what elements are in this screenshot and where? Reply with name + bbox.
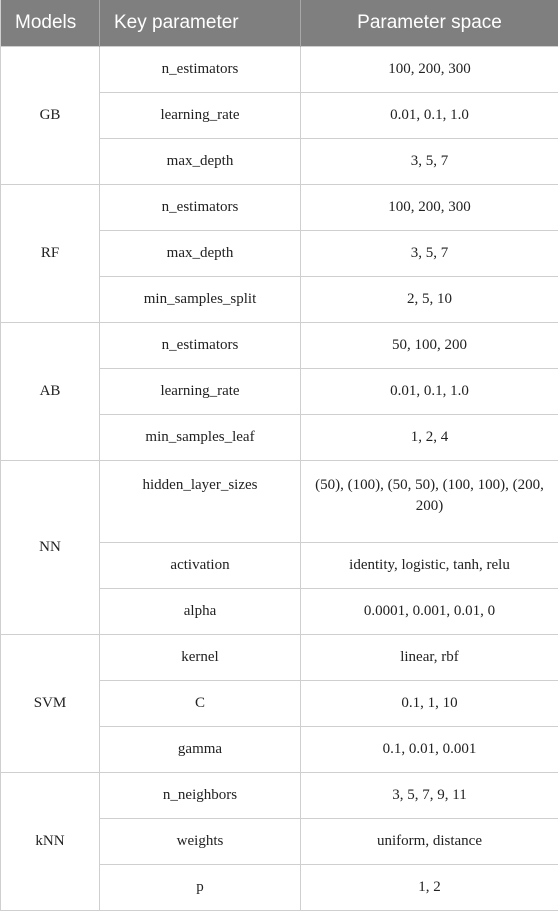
- space-cell: uniform, distance: [301, 819, 558, 865]
- space-cell: 0.01, 0.1, 1.0: [301, 369, 558, 415]
- model-cell: kNN: [1, 773, 100, 911]
- table-body: [1, 47, 558, 911]
- space-cell: (50), (100), (50, 50), (100, 100), (200, 200): [301, 461, 558, 543]
- param-cell: kernel: [100, 635, 301, 681]
- header-models: Models: [1, 0, 100, 47]
- param-cell: C: [100, 681, 301, 727]
- param-cell: n_estimators: [100, 185, 301, 231]
- table-row: [1, 47, 558, 93]
- model-cell: RF: [1, 185, 100, 323]
- space-cell: 0.1, 0.01, 0.001: [301, 727, 558, 773]
- space-cell: linear, rbf: [301, 635, 558, 681]
- param-cell: learning_rate: [100, 369, 301, 415]
- param-cell: learning_rate: [100, 93, 301, 139]
- param-cell: weights: [100, 819, 301, 865]
- param-cell: max_depth: [100, 231, 301, 277]
- space-cell: 50, 100, 200: [301, 323, 558, 369]
- param-cell: n_estimators: [100, 323, 301, 369]
- space-cell: 1, 2: [301, 865, 558, 911]
- param-cell: p: [100, 865, 301, 911]
- param-cell: hidden_layer_sizes: [100, 461, 301, 543]
- param-cell: min_samples_leaf: [100, 415, 301, 461]
- model-cell: AB: [1, 323, 100, 461]
- space-cell: 3, 5, 7: [301, 139, 558, 185]
- header-parameter-space: Parameter space: [301, 0, 558, 47]
- table-row: [1, 773, 558, 819]
- space-cell: 0.0001, 0.001, 0.01, 0: [301, 589, 558, 635]
- space-cell: 1, 2, 4: [301, 415, 558, 461]
- space-cell: identity, logistic, tanh, relu: [301, 543, 558, 589]
- param-cell: alpha: [100, 589, 301, 635]
- table-row: [1, 461, 558, 543]
- param-cell: activation: [100, 543, 301, 589]
- space-cell: 100, 200, 300: [301, 47, 558, 93]
- header-row: [1, 0, 558, 47]
- table-header: [1, 0, 558, 47]
- space-cell: 3, 5, 7: [301, 231, 558, 277]
- space-cell: 3, 5, 7, 9, 11: [301, 773, 558, 819]
- space-cell: 0.01, 0.1, 1.0: [301, 93, 558, 139]
- param-cell: n_estimators: [100, 47, 301, 93]
- space-cell: 100, 200, 300: [301, 185, 558, 231]
- param-cell: n_neighbors: [100, 773, 301, 819]
- space-cell: 2, 5, 10: [301, 277, 558, 323]
- param-cell: max_depth: [100, 139, 301, 185]
- table-row: [1, 185, 558, 231]
- param-cell: gamma: [100, 727, 301, 773]
- model-cell: GB: [1, 47, 100, 185]
- param-cell: min_samples_split: [100, 277, 301, 323]
- space-cell: 0.1, 1, 10: [301, 681, 558, 727]
- table-row: [1, 323, 558, 369]
- header-key-parameter: Key parameter: [100, 0, 301, 47]
- table-row: [1, 635, 558, 681]
- model-cell: NN: [1, 461, 100, 635]
- model-cell: SVM: [1, 635, 100, 773]
